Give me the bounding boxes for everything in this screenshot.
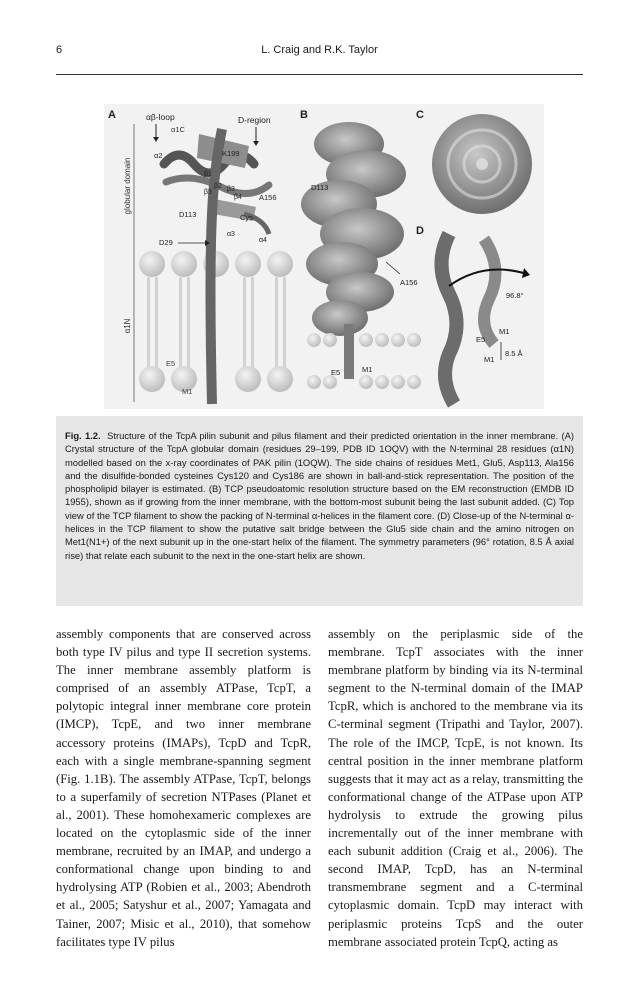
- running-header: [56, 44, 583, 66]
- label-a2: α2: [154, 151, 163, 160]
- page-number: 6: [56, 44, 63, 56]
- label-e5: E5: [166, 359, 176, 368]
- label-d-rotation: 96.8°: [506, 291, 524, 300]
- label-a4: α4: [259, 237, 267, 244]
- axis-label-a1n: α1N: [123, 318, 132, 334]
- panel-b: [300, 109, 421, 389]
- body-paragraph-right: assembly on the periplasmic side of the membrane. TcpT associates with the inner membrane platform by binding via its N-terminal segment to the N-terminal domain of the IMAP TcpR, which is anchored to the membrane via its C-terminal segment (Tripathi and Taylor, 2007). The role of the IMCP, TcpE, is not known. Its central position in the inner membrane platform suggests that it may act as a relay, transmitting the conformational change of the ATPase upon ATP hydrolysis to extrude the growing pilus incrementally out of the inner membrane with each subunit addition (Craig et al., 2006). The second IMAP, TcpD, has an N-terminal transmembrane segment and a C-terminal cytoplasmic domain. TcpD may interact with periplasmic proteins TcpS and the outer membrane associated protein TcpQ, acting as: [328, 627, 583, 949]
- label-b-a156: A156: [400, 278, 418, 287]
- body-column-right: [328, 625, 583, 951]
- label-b1: β1: [204, 171, 212, 178]
- body-column-left: [56, 625, 311, 951]
- label-b-m1: M1: [362, 365, 373, 374]
- caption-text: Structure of the TcpA pilin subunit and pilus filament and their predicted orientation in the inner membrane. (A) Crystal structure of the TcpA globular domain (residues 29–199, PDB ID 1OQV) with the N-terminal 28 residues (α1N) modelled based on the x-ray coordinates of PAK pilin (1OQW). The side chains of residues Met1, Glu5, Asp113, Ala156 and the disulfide-bonded cysteines Cys120 and Cys186 are shown in ball-and-stick representation. The position of the phospholipid bilayer is estimated. (B) TCP pseudoatomic resolution structure based on the EM reconstruction (EMDB ID 1955), shown as if growing from the inner membrane, with the bottom-most subunit being the last subunit added. (C) Top view of the TCP filament to show the packing of N-terminal α-helices in the filament core. (D) Close-up of the N-terminal α-helices in the TCP filament to show the putative salt bridge between the Glu5 side chain and the amino nitrogen on Met1(N1+) of the next subunit up in the one-start helix of the filament. The symmetry parameters (96° rotation, 8.5 Å axial rise) that relate each subunit to the next in the one-start helix are shown.: [65, 430, 575, 561]
- figure-caption: [56, 416, 583, 606]
- label-b2: β2: [214, 183, 222, 190]
- label-d-m1-top: M1: [499, 327, 510, 336]
- label-a3: α3: [227, 231, 235, 238]
- panel-label-b: B: [300, 109, 308, 121]
- label-k199: K199: [222, 149, 240, 158]
- label-d-m1-bottom: M1: [484, 355, 495, 364]
- panel-label-a: A: [108, 109, 116, 121]
- panel-a: [108, 109, 293, 404]
- panel-label-d: D: [416, 225, 424, 237]
- figure-1-2: [104, 104, 544, 409]
- helix-left: [442, 234, 457, 404]
- label-cys: Cys: [240, 213, 253, 222]
- body-paragraph-left: assembly components that are conserved across both type IV pilus and type II secretion systems. The inner membrane assembly platform is comprised of an assembly ATPase, TcpT, a polytopic integral inner membrane core protein (IMCP), TcpE, and two inner membrane accessory proteins (IMAPs), TcpD and TcpR, each with a single membrane-spanning segment (Fig. 1.1B). The assembly ATPase, TcpT, belongs to a superfamily of secretion NTPases (Planet et al., 2001). These homohexameric complexes are located on the cytoplasmic side of the inner membrane, recruited by an IMAP, and undergo a conformational change upon binding to and hydrolysing ATP (Robien et al., 2003; Abendroth et al., 2005; Satyshur et al., 2007; Yamagata and Tainer, 2007; Misic et al., 2010), that somehow facilitates type IV pilus: [56, 627, 311, 949]
- panel-label-c: C: [416, 109, 424, 121]
- label-d113: D113: [179, 210, 197, 219]
- label-ab-loop: αβ-loop: [146, 112, 175, 122]
- panel-c: [416, 109, 532, 214]
- header-rule: [56, 74, 583, 75]
- axis-label-globular-domain: globular domain: [123, 157, 132, 215]
- label-m1: M1: [182, 387, 193, 396]
- label-d-rise: 8.5 Å: [505, 349, 523, 358]
- figure-illustration: [104, 104, 544, 409]
- label-b5: β5: [204, 189, 212, 196]
- label-b4: β4: [234, 194, 242, 201]
- rotation-arrow: [449, 270, 527, 286]
- lipid-bilayer-b: [307, 333, 421, 389]
- figure-label: Fig. 1.2.: [65, 430, 101, 441]
- label-b3: β3: [227, 186, 235, 193]
- label-b-d113: D113: [311, 183, 329, 192]
- running-head-authors: L. Craig and R.K. Taylor: [261, 44, 378, 56]
- label-a156: A156: [259, 193, 277, 202]
- helix-right: [484, 239, 495, 344]
- label-b-e5: E5: [331, 368, 341, 377]
- panel-d: [416, 225, 530, 404]
- label-d-e5: E5: [476, 335, 486, 344]
- label-d-region: D-region: [238, 115, 271, 125]
- label-d29: D29: [159, 238, 173, 247]
- label-a1c: α1C: [171, 125, 185, 134]
